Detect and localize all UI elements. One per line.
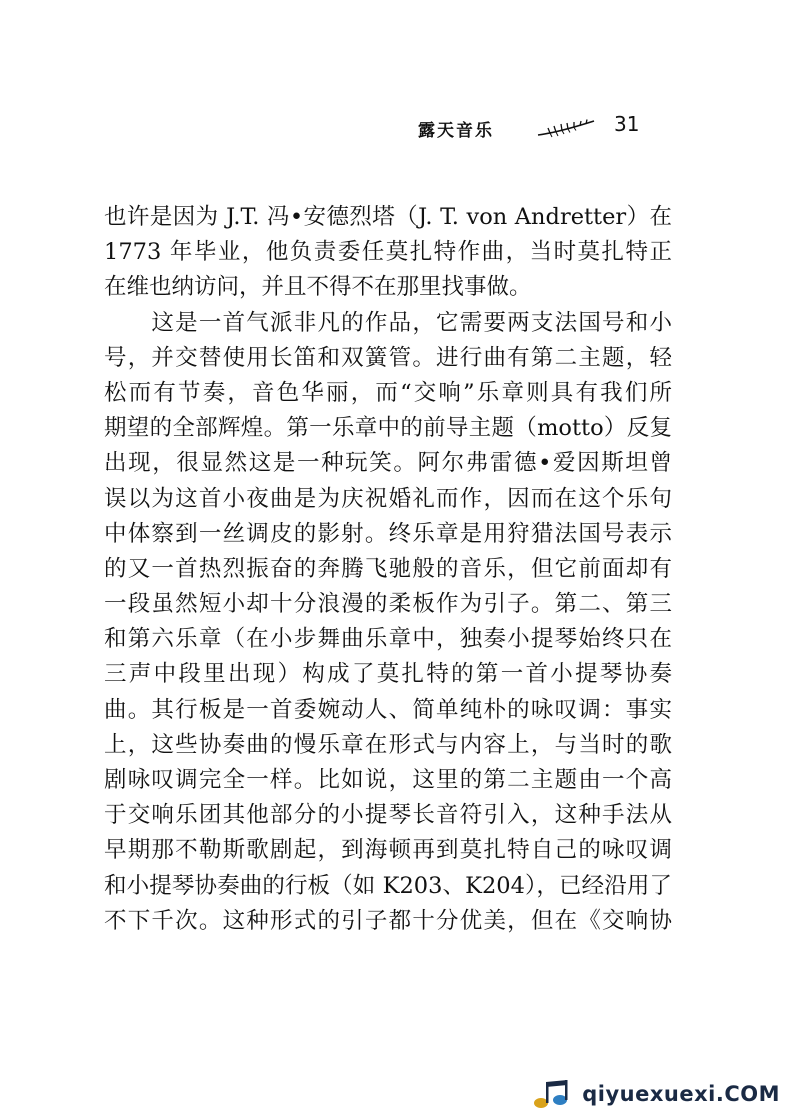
paragraph <box>104 306 672 1045</box>
text-line <box>104 1009 672 1044</box>
text-line: 期望的全部辉煌。第一乐章中的前导主题（motto）反复 <box>104 415 672 442</box>
text-line: 上，这些协奏曲的慢乐章在形式与内容上，与当时的歌 <box>104 731 672 758</box>
text-line <box>104 974 672 1009</box>
text-line: 松而有节奏，音色华丽，而“交响”乐章则具有我们所 <box>104 379 672 406</box>
text-line: 曲。其行板是一首委婉动人、简单纯朴的咏叹调：事实 <box>104 696 672 723</box>
text-line: 也许是因为 J.T. 冯•安德烈塔（J. T. von Andretter）在 <box>104 204 672 230</box>
text-line: 1773 年毕业，他负责委任莫扎特作曲，当时莫扎特正 <box>104 239 672 266</box>
text-line: 三声中段里出现）构成了莫扎特的第一首小提琴协奏 <box>104 661 672 688</box>
text-line: 误以为这首小夜曲是为庆祝婚礼而作，因而在这个乐句 <box>104 485 672 512</box>
quill-flourish-icon <box>536 118 596 138</box>
music-note-logo-icon <box>530 1078 574 1110</box>
text-line: 于交响乐团其他部分的小提琴长音符引入，这种手法从 <box>104 802 672 829</box>
running-title: 露天音乐 <box>418 121 494 141</box>
text-line: 和第六乐章（在小步舞曲乐章中，独奏小提琴始终只在 <box>104 626 672 653</box>
text-line: 不下千次。这种形式的引子都十分优美，但在《交响协 <box>104 907 672 934</box>
watermark-text: qiyuexuexi.COM <box>582 1082 780 1106</box>
body-text <box>104 200 672 1045</box>
text-line: 剧咏叹调完全一样。比如说，这里的第二主题由一个高 <box>104 767 672 793</box>
text-line: 的又一首热烈振奋的奔腾飞驰般的音乐，但它前面却有 <box>104 555 672 582</box>
text-line: 一段虽然短小却十分浪漫的柔板作为引子。第二、第三 <box>104 591 672 618</box>
text-line: 在维也纳访问，并且不得不在那里找事做。 <box>104 274 532 301</box>
text-line: 中体察到一丝调皮的影射。终乐章是用狩猎法国号表示 <box>104 520 672 547</box>
text-line: 早期那不勒斯歌剧起，到海顿再到莫扎特自己的咏叹调 <box>104 837 672 864</box>
page-number: 31 <box>614 112 640 136</box>
paragraph <box>104 200 672 306</box>
text-line: 和小提琴协奏曲的行板（如 K203、K204），已经沿用了 <box>104 872 672 899</box>
page-header <box>418 112 678 146</box>
text-line: 号，并交替使用长笛和双簧管。进行曲有第二主题，轻 <box>104 344 672 371</box>
text-line: 出现，很显然这是一种玩笑。阿尔弗雷德•爱因斯坦曾 <box>104 450 672 477</box>
site-watermark <box>530 1074 780 1114</box>
text-line <box>104 939 672 974</box>
text-line: 这是一首气派非凡的作品，它需要两支法国号和小 <box>104 309 672 336</box>
